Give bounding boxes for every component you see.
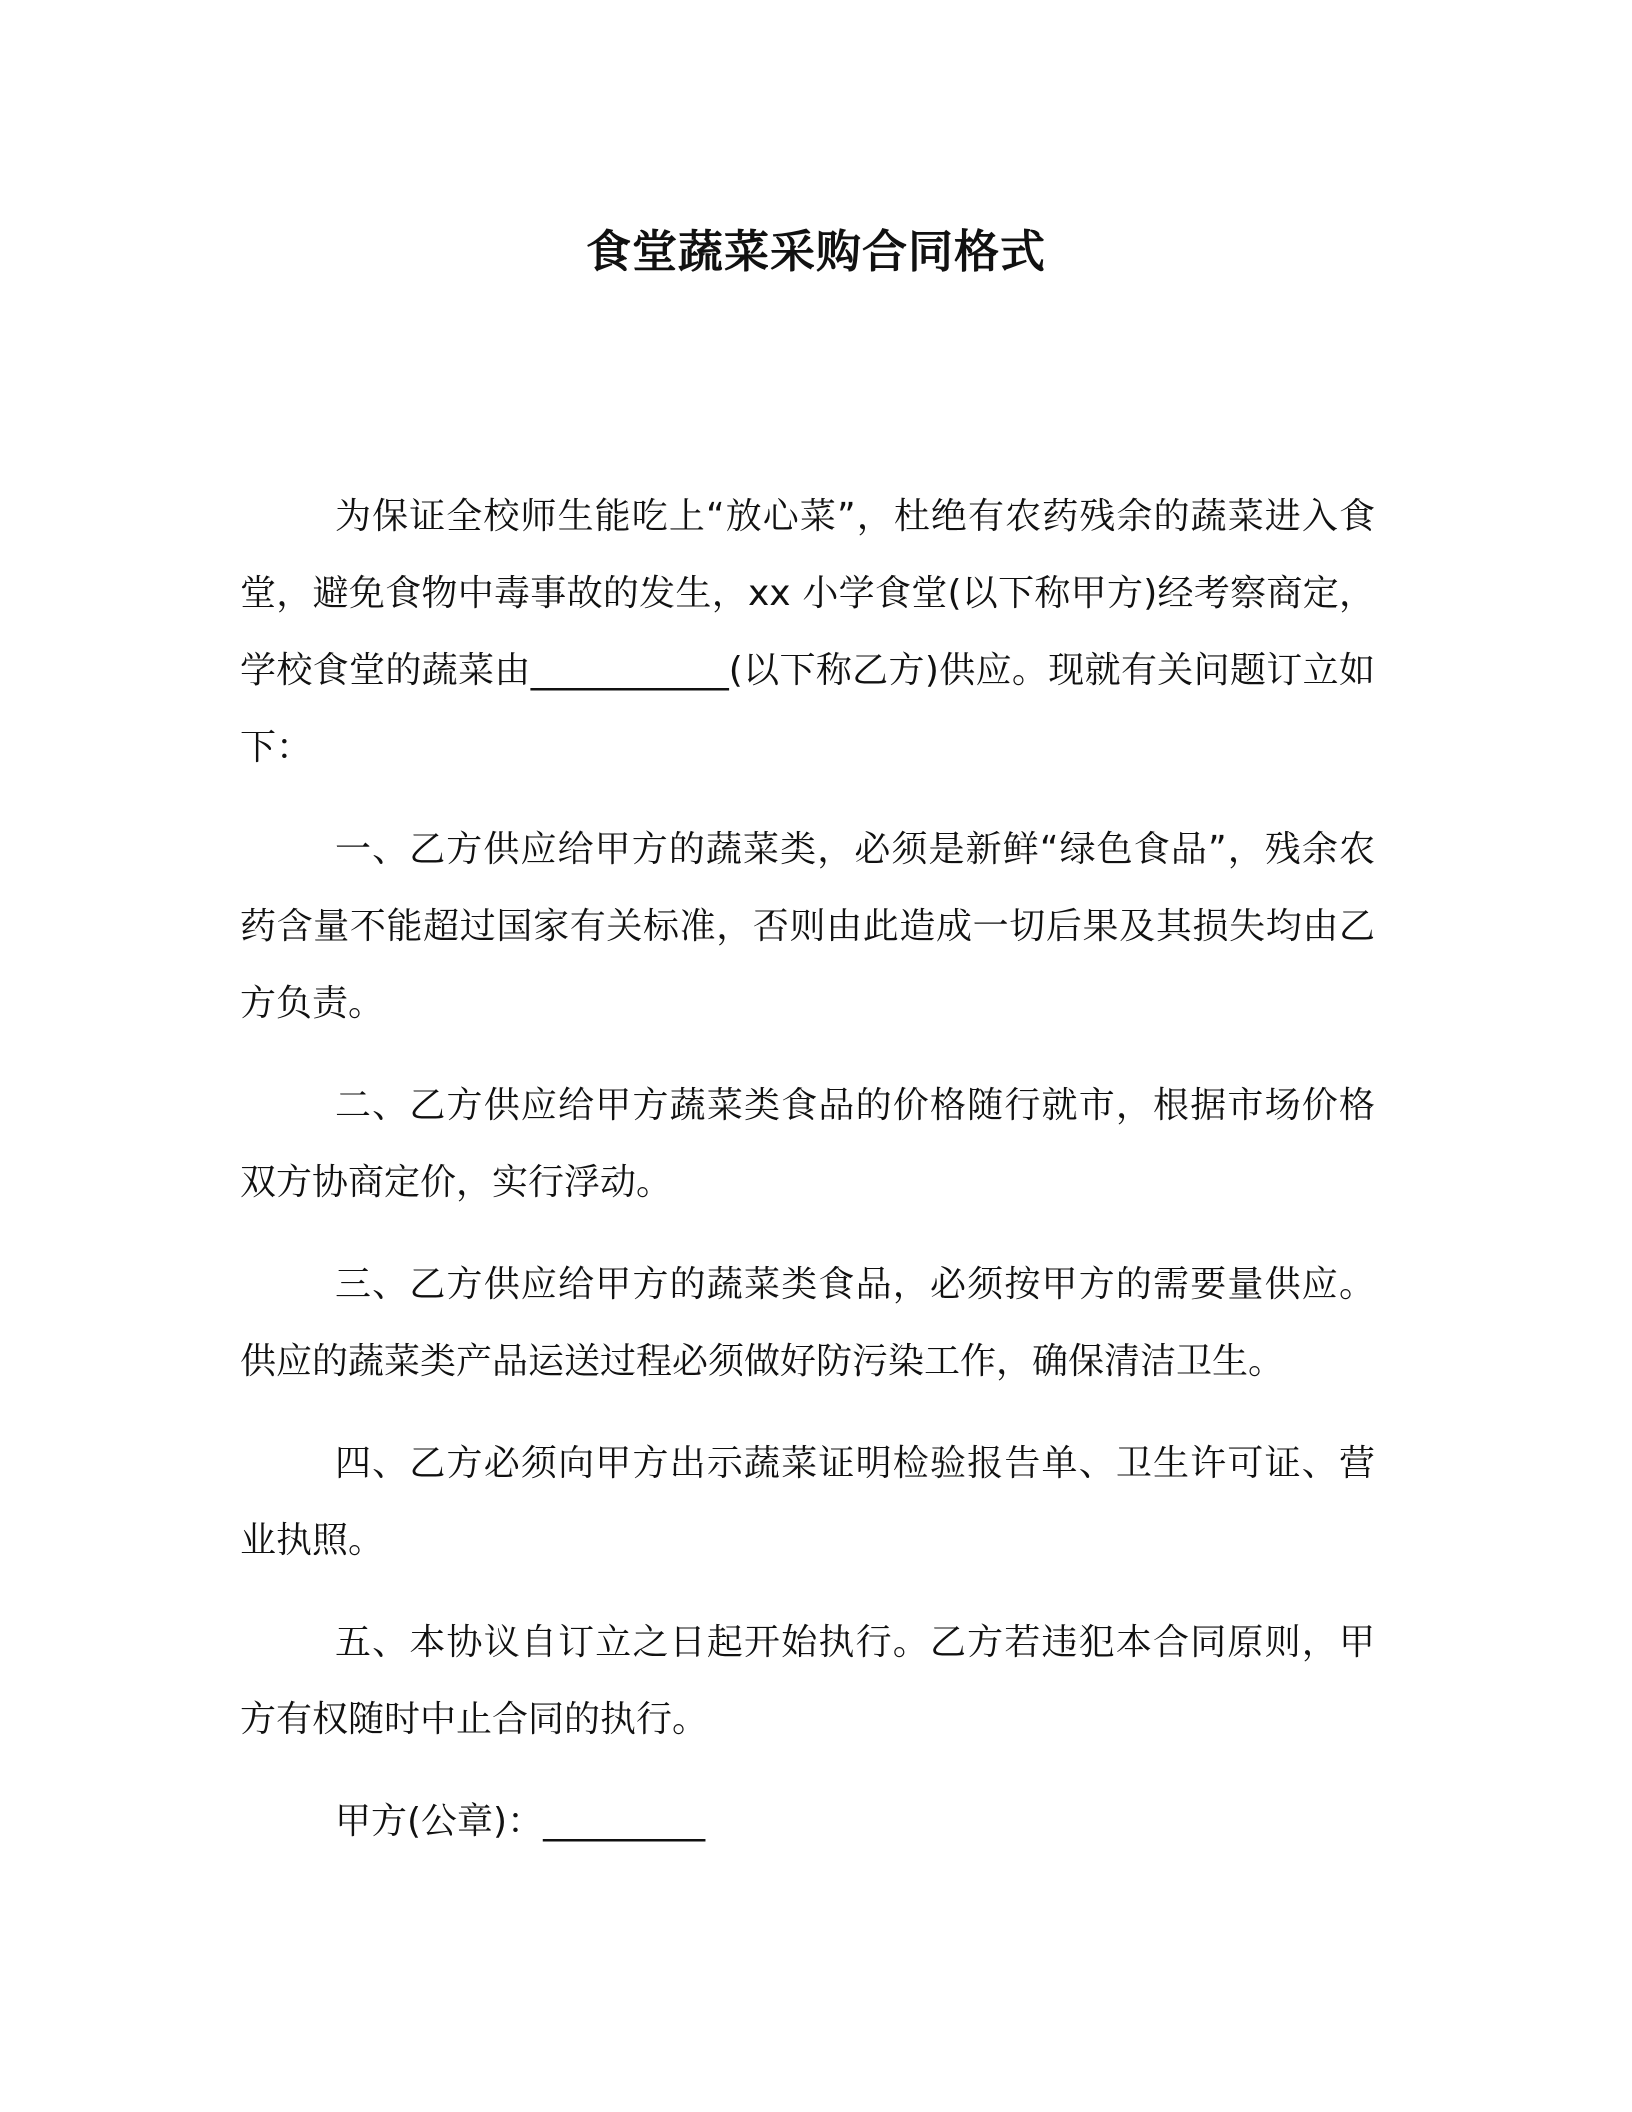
clause-2: 二、乙方供应给甲方蔬菜类食品的价格随行就市，根据市场价格双方协商定价，实行浮动。 — [240, 1085, 1375, 1203]
party-a-signature-line: 甲方(公章)：_________ — [335, 1801, 706, 1842]
document-body — [240, 478, 1375, 1885]
intro-paragraph: 为保证全校师生能吃上“放心菜”，杜绝有农药残余的蔬菜进入食堂，避免食物中毒事故的发生，xx 小学食堂(以下称甲方)经考察商定，学校食堂的蔬菜由___________(以下称乙方)供应。现就有关问题订立如下： — [240, 496, 1375, 768]
clause-4: 四、乙方必须向甲方出示蔬菜证明检验报告单、卫生许可证、营业执照。 — [240, 1443, 1375, 1561]
clause-3: 三、乙方供应给甲方的蔬菜类食品，必须按甲方的需要量供应。供应的蔬菜类产品运送过程必须做好防污染工作，确保清洁卫生。 — [240, 1264, 1375, 1382]
clause-1: 一、乙方供应给甲方的蔬菜类，必须是新鲜“绿色食品”，残余农药含量不能超过国家有关标准，否则由此造成一切后果及其损失均由乙方负责。 — [240, 829, 1375, 1024]
document-title: 食堂蔬菜采购合同格式 — [585, 225, 1046, 278]
clause-5: 五、本协议自订立之日起开始执行。乙方若违犯本合同原则，甲方有权随时中止合同的执行。 — [240, 1622, 1375, 1740]
